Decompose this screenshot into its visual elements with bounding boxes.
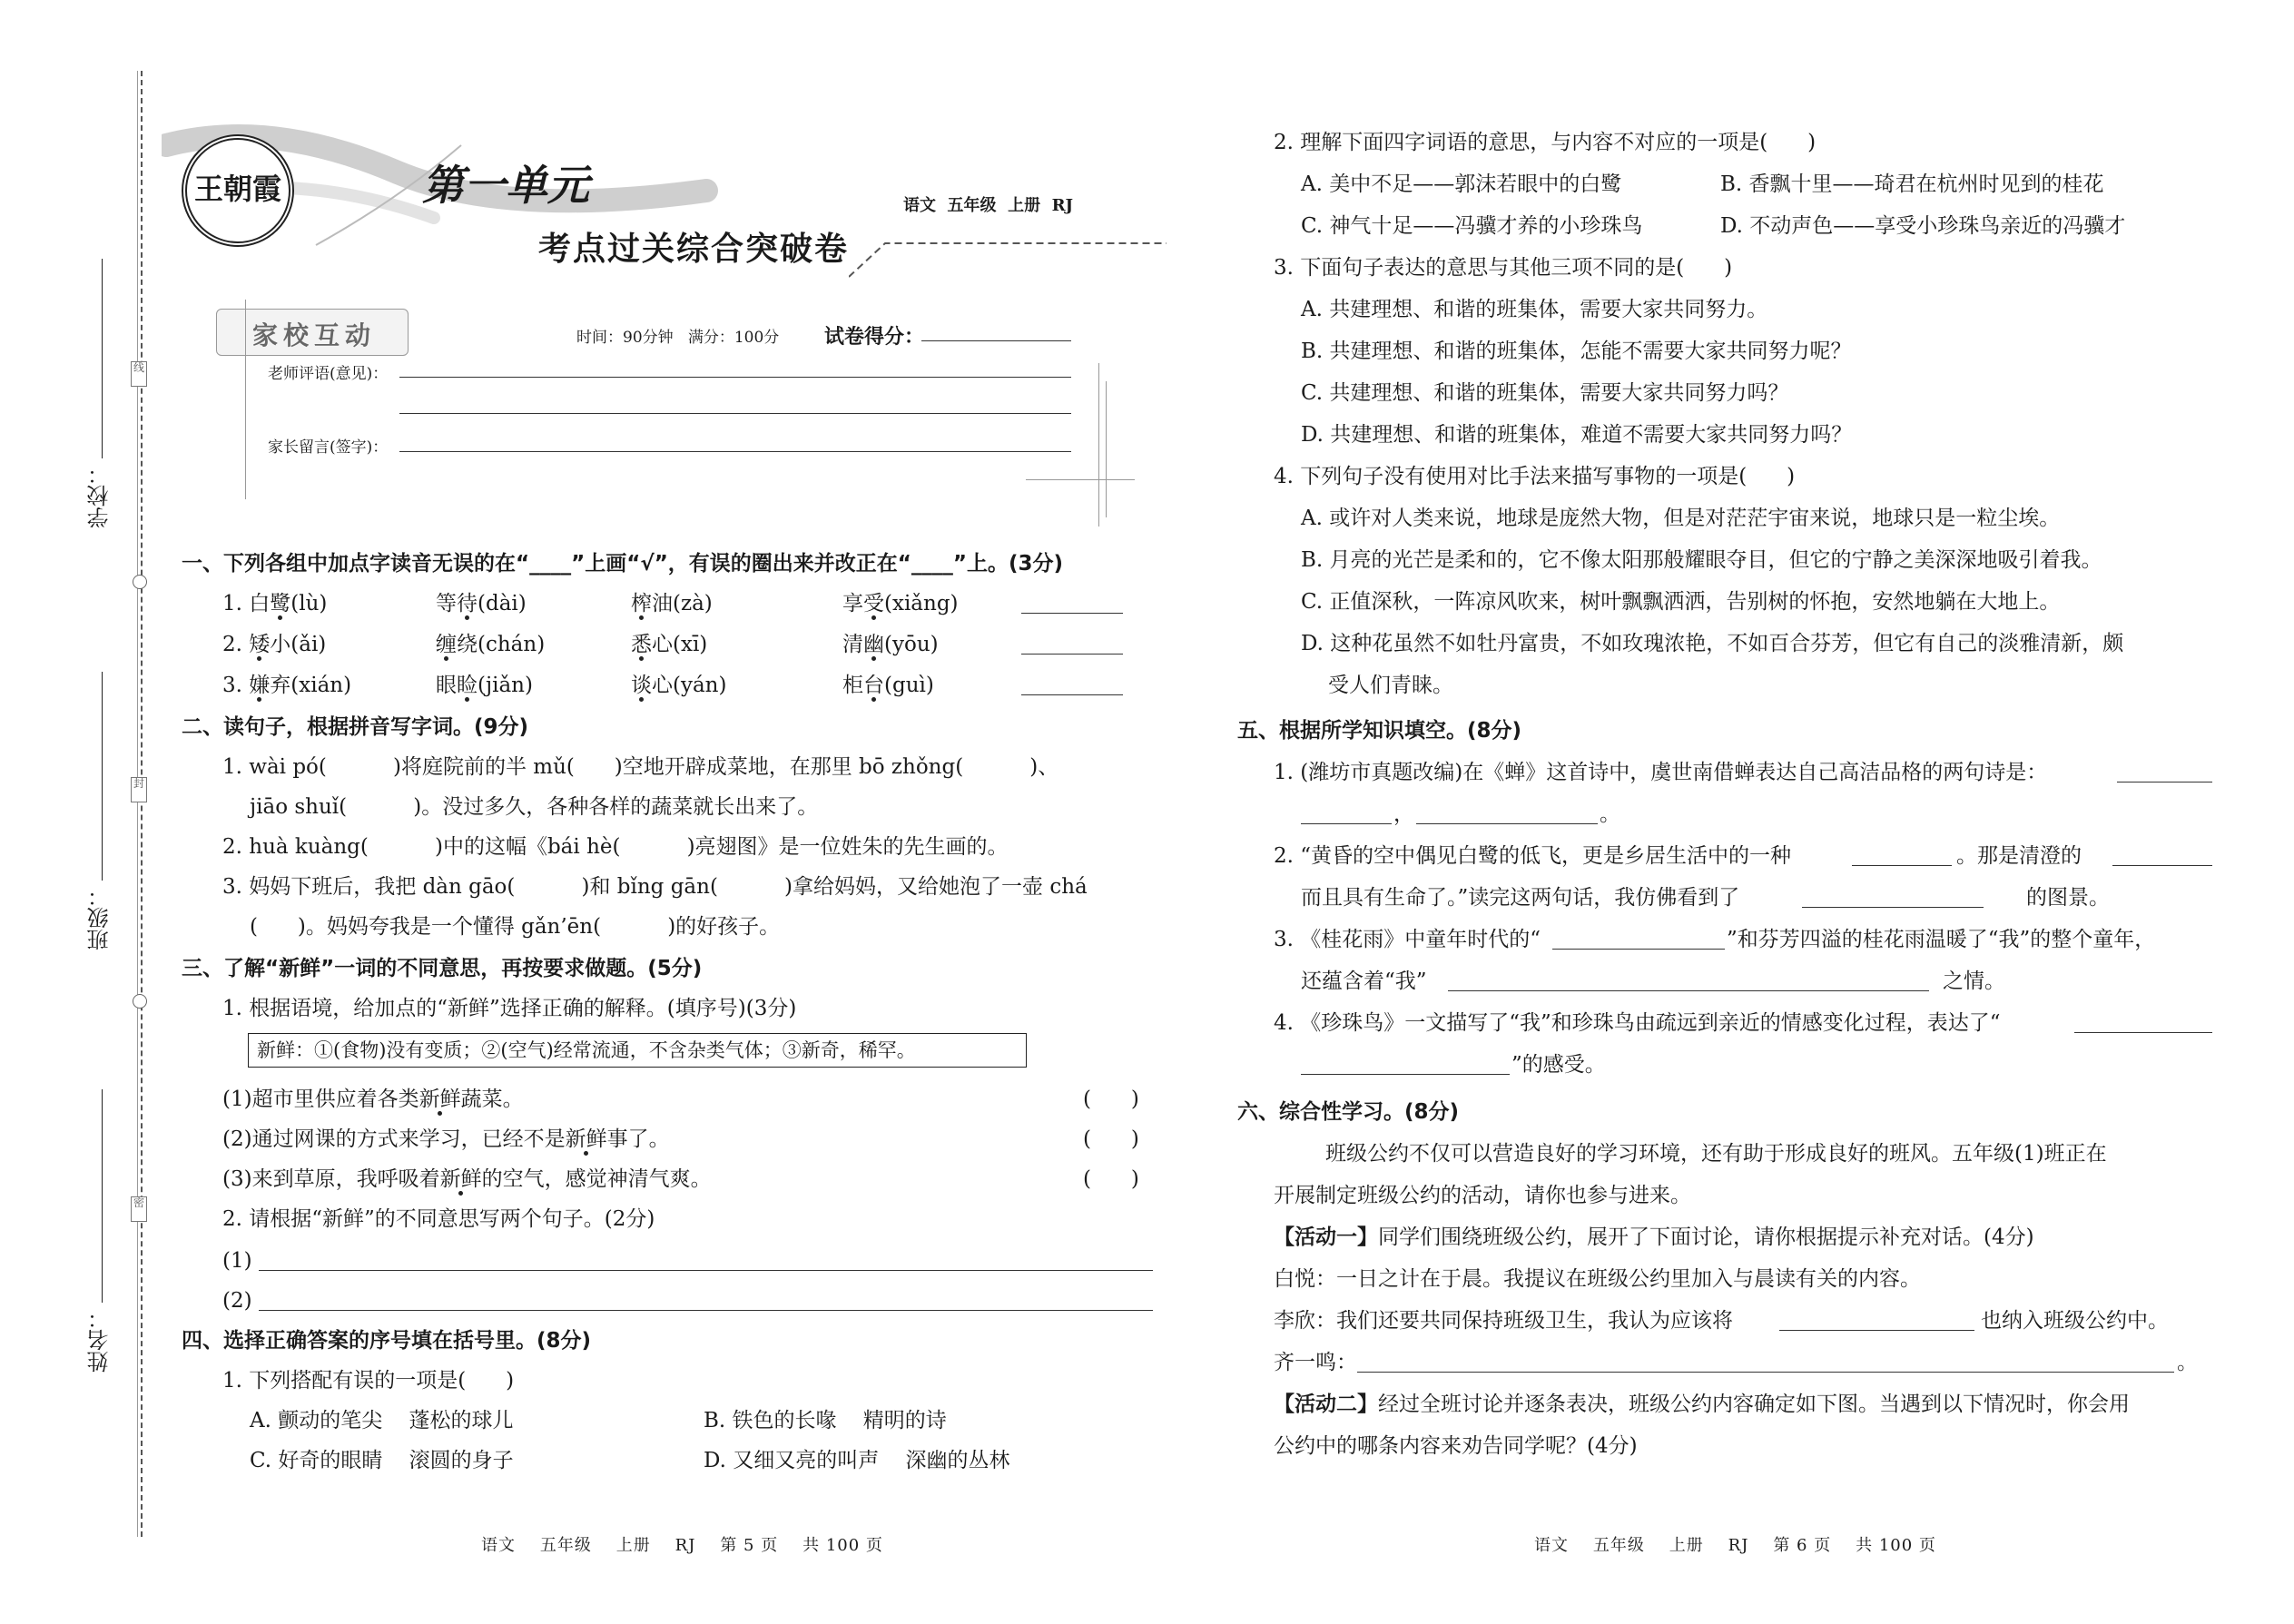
s5-l4-field-a[interactable] <box>2074 1032 2212 1033</box>
s5-l1-field-c[interactable] <box>1416 823 1598 824</box>
s1-row-2-c <box>631 631 707 658</box>
s5-l2b-end: 的图景。 <box>2026 886 2110 910</box>
s5-l3a: 3. 《桂花雨》中童年时代的“ <box>1274 928 1541 951</box>
r-q4-a[interactable]: A. 或许对人类来说，地球是庞然大物，但是对茫茫宇宙来说，地球只是一粒尘埃。 <box>1301 507 2061 530</box>
r-q3-a[interactable]: A. 共建理想、和谐的班集体，需要大家共同努力。 <box>1301 298 1768 321</box>
teacher-comment-field[interactable] <box>399 377 1071 378</box>
text: (2)通过网课的方式来学习，已经不是 <box>222 1127 566 1151</box>
s1-answer-3[interactable] <box>1021 694 1123 695</box>
s5-l4a: 4. 《珍珠鸟》一文描写了“我”和珍珠鸟由疏远到亲近的情感变化过程，表达了“ <box>1274 1011 2001 1035</box>
s2-line-3: 2. huà kuàng( )中的这幅《bái hè( )亮翅图》是一位姓朱的先生画的。 <box>222 835 1009 859</box>
r-q4-b[interactable]: B. 月亮的光芒是柔和的，它不像太阳那般耀眼夺目，但它的宁静之美深深地吸引着我。 <box>1301 548 2102 572</box>
s3-w2-field[interactable] <box>259 1310 1153 1311</box>
dot-char: 悉 <box>631 633 652 656</box>
s2-line-4: 3. 妈妈下班后，我把 dàn gāo( )和 bǐng gān( )拿给妈妈，又给她泡了一壶 chá <box>222 875 1088 899</box>
dot-char: 台 <box>863 674 884 697</box>
s6-d2-field[interactable] <box>1779 1330 1974 1331</box>
s1-row-1-c <box>631 590 713 617</box>
r-q4-d2: 受人们青睐。 <box>1328 674 1453 697</box>
s1-row-2-d <box>842 631 939 658</box>
s1-row-3 <box>222 672 351 699</box>
r-q3-b[interactable]: B. 共建理想、和谐的班集体，怎能不需要大家共同努力呢？ <box>1301 340 1852 363</box>
s1-row-1-b <box>436 590 527 617</box>
pinyin: (jiǎn) <box>478 674 533 697</box>
s6-d3: 齐一鸣： <box>1274 1351 1357 1374</box>
score-field[interactable] <box>921 340 1071 341</box>
dot-word: 新鲜 <box>418 1088 461 1111</box>
s1-row-1-d <box>842 590 959 617</box>
s3-item-2 <box>222 1126 670 1153</box>
binding-hole-icon <box>133 994 147 1009</box>
definition-text: 新鲜：①(食物)没有变质；②(空气)经常流通，不含杂类气体；③新奇，稀罕。 <box>257 1039 916 1061</box>
s6-d1: 白悦：一日之计在于晨。我提议在班级公约里加入与晨读有关的内容。 <box>1274 1267 1921 1291</box>
act1-tag: 【活动一】 <box>1274 1225 1378 1249</box>
s4-title: 四、选择正确答案的序号填在括号里。(8分) <box>182 1329 592 1353</box>
s3-w1-label: (1) <box>222 1249 252 1273</box>
s3-q1: 1. 根据语境，给加点的“新鲜”选择正确的解释。(填序号)(3分) <box>222 997 797 1020</box>
s5-l2b: 而且具有生命了。”读完这两句话，我仿佛看到了 <box>1301 886 1740 910</box>
s1-r1-num: 1. 白 <box>222 592 271 615</box>
char: 柜 <box>842 674 863 697</box>
teacher-comment-field-2[interactable] <box>399 413 1071 414</box>
header-tag: 语文 五年级 上册 RJ <box>903 196 1074 215</box>
s6-p1: 班级公约不仅可以营造良好的学习环境，还有助于形成良好的班风。五年级(1)班正在 <box>1325 1142 2107 1166</box>
s5-l4-field-b[interactable] <box>1301 1074 1510 1075</box>
s4-opt-c[interactable]: C. 好奇的眼睛 滚圆的身子 <box>250 1449 514 1472</box>
dot-char: 鹭 <box>270 592 291 615</box>
pinyin: (yōu) <box>884 633 939 656</box>
pinyin: 小(ǎi) <box>270 633 327 656</box>
teacher-comment-label: 老师评语(意见)： <box>268 365 389 383</box>
r-q4-c[interactable]: C. 正值深秋，一阵凉风吹来，树叶飘飘洒洒，告别树的怀抱，安然地躺在大地上。 <box>1301 590 2061 614</box>
s5-l2a: 2. “黄昏的空中偶见白鹭的低飞，更是乡居生活中的一种 <box>1274 844 1792 868</box>
s3-paren-3[interactable]: ( ) <box>1083 1167 1139 1191</box>
pinyin: (xiǎng) <box>884 592 959 615</box>
dot-char: 矮 <box>249 633 271 656</box>
s1-row-1 <box>222 590 327 617</box>
r-q4-d1[interactable]: D. 这种花虽然不如牡丹富贵，不如玫瑰浓艳，不如百合芬芳，但它有自己的淡雅清新，颇 <box>1301 632 2124 655</box>
s3-w1-field[interactable] <box>259 1270 1153 1271</box>
dot-char: 缠 <box>436 633 457 656</box>
dot-char: 睑 <box>457 674 478 697</box>
class-field[interactable] <box>102 672 103 881</box>
header-frame-b <box>1026 479 1135 480</box>
act1-text: 同学们围绕班级公约，展开了下面讨论，请你根据提示补充对话。(4分) <box>1378 1225 2034 1249</box>
num: 2. <box>222 633 250 656</box>
left-footer: 语文 五年级 上册 RJ 第 5 页 共 100 页 <box>481 1536 883 1555</box>
s5-l2-field-c[interactable] <box>1802 907 1984 908</box>
char: 享 <box>842 592 863 615</box>
s1-row-3-b <box>436 672 533 699</box>
s1-row-2-b <box>436 631 545 658</box>
home-school-label: 家校互动 <box>252 320 377 350</box>
s3-q2: 2. 请根据“新鲜”的不同意思写两个句子。(2分) <box>222 1207 655 1231</box>
s5-l1-end: 。 <box>1600 802 1620 826</box>
s3-item-1 <box>222 1086 524 1113</box>
r-q2-b[interactable]: B. 香飘十里——琦君在杭州时见到的桂花 <box>1720 172 2104 196</box>
s5-l4b-end: ”的感受。 <box>1511 1053 1606 1077</box>
logo-text: 王朝霞 <box>193 172 281 206</box>
dot-char: 榨 <box>631 592 652 615</box>
s1-row-2 <box>222 631 326 658</box>
pinyin: (lù) <box>290 592 328 615</box>
s5-title: 五、根据所学知识填空。(8分) <box>1237 719 1522 743</box>
seal-feng: 封 <box>131 777 147 802</box>
s6-p2: 开展制定班级公约的活动，请你也参与进来。 <box>1274 1184 1691 1207</box>
s6-act2 <box>1274 1391 2130 1418</box>
r-q3-c[interactable]: C. 共建理想、和谐的班集体，需要大家共同努力吗？ <box>1301 381 1789 405</box>
r-q3-d[interactable]: D. 共建理想、和谐的班集体，难道不需要大家共同努力吗？ <box>1301 423 1853 447</box>
s5-l2-field-a[interactable] <box>1852 865 1952 866</box>
s6-title: 六、综合性学习。(8分) <box>1237 1100 1460 1124</box>
pinyin: 油(zà) <box>652 592 713 615</box>
seal-mi: 密 <box>131 1196 147 1222</box>
class-label: 班级： <box>87 885 113 950</box>
r-q2-stem: 2. 理解下面四字词语的意思，与内容不对应的一项是( ) <box>1274 131 1816 154</box>
school-label: 学校： <box>87 463 113 528</box>
s1-row-3-c <box>631 672 726 699</box>
subtitle: 考点过关综合突破卷 <box>538 230 850 268</box>
s3-paren-2[interactable]: ( ) <box>1083 1127 1139 1151</box>
seal-xian: 线 <box>131 361 147 387</box>
s5-l1-sep: ， <box>1393 802 1414 826</box>
s6-d2b: 也纳入班级公约中。 <box>1981 1309 2169 1333</box>
r-q3-stem: 3. 下面句子表达的意思与其他三项不同的是( ) <box>1274 256 1733 280</box>
pinyin: 弃(xián) <box>270 674 352 697</box>
name-field[interactable] <box>102 1089 103 1303</box>
pinyin: (dài) <box>478 592 527 615</box>
s2-title: 二、读句子，根据拼音写字词。(9分) <box>182 715 529 739</box>
header-frame <box>245 300 246 499</box>
s3-item-3 <box>222 1166 712 1193</box>
header-frame-r <box>1098 363 1099 527</box>
s5-l1: 1. (潍坊市真题改编)在《蝉》这首诗中，虞世南借蝉表达自己高洁品格的两句诗是： <box>1274 761 2048 784</box>
s4-opt-a[interactable]: A. 颤动的笔尖 蓬松的球儿 <box>250 1409 514 1432</box>
pinyin: 心(yán) <box>652 674 727 697</box>
r-q2-d[interactable]: D. 不动声色——享受小珍珠鸟亲近的冯骥才 <box>1720 214 2126 238</box>
s2-line-1: 1. wài pó( )将庭院前的半 mǔ( )空地开辟成菜地，在那里 bō zhǒng( )、 <box>222 755 1059 779</box>
s5-l2a-mid: 。那是清澄的 <box>1956 844 2082 868</box>
s3-w2-label: (2) <box>222 1289 252 1313</box>
s6-act1 <box>1274 1224 2034 1251</box>
pinyin: (guì) <box>884 674 934 697</box>
text: 的空气，感觉神清气爽。 <box>481 1167 712 1191</box>
s6-d2a: 李欣：我们还要共同保持班级卫生，我认为应该将 <box>1274 1309 1733 1333</box>
header-zigzag <box>849 209 1176 281</box>
s4-opt-b[interactable]: B. 铁色的长喙 精明的诗 <box>704 1409 947 1432</box>
s5-l3a-end: ”和芬芳四溢的桂花雨温暖了“我”的整个童年， <box>1727 928 2156 951</box>
pinyin: 绕(chán) <box>457 633 546 656</box>
pinyin: 心(xī) <box>652 633 708 656</box>
dot-word: 新鲜 <box>439 1167 482 1191</box>
s3-paren-1[interactable]: ( ) <box>1083 1088 1139 1111</box>
dot-char: 谈 <box>631 674 652 697</box>
binding-fold-line <box>141 71 143 1537</box>
s5-l3-field-a[interactable] <box>1552 949 1725 950</box>
s6-act2b: 公约中的哪条内容来劝告同学呢？(4分) <box>1274 1434 1638 1458</box>
time-info: 时间：90分钟 满分：100分 <box>576 329 780 347</box>
s5-l1-field-b[interactable] <box>1301 823 1392 824</box>
num: 3. <box>222 674 250 697</box>
s4-q1: 1. 下列搭配有误的一项是( ) <box>222 1369 515 1393</box>
text: 事了。 <box>606 1127 670 1151</box>
score-label: 试卷得分： <box>824 325 925 349</box>
dot-char: 嫌 <box>249 674 271 697</box>
text: (1)超市里供应着各类 <box>222 1088 419 1111</box>
s6-d3-field[interactable] <box>1357 1372 2174 1373</box>
act2-tag: 【活动二】 <box>1274 1392 1378 1416</box>
s1-answer-2[interactable] <box>1021 654 1123 655</box>
dot-char: 待 <box>457 592 478 615</box>
unit-title: 第一单元 <box>422 161 589 210</box>
s5-l3b: 还蕴含着“我” <box>1301 969 1427 993</box>
parent-comment-field[interactable] <box>399 451 1071 452</box>
r-q4-stem: 4. 下列句子没有使用对比手法来描写事物的一项是( ) <box>1274 465 1796 488</box>
r-q2-a[interactable]: A. 美中不足——郭沫若眼中的白鹭 <box>1301 172 1622 196</box>
s5-l3b-end: 之情。 <box>1943 969 2005 993</box>
text: (3)来到草原，我呼吸着 <box>222 1167 440 1191</box>
char: 眼 <box>436 674 457 697</box>
s4-opt-d[interactable]: D. 又细又亮的叫声 深幽的丛林 <box>704 1449 1010 1472</box>
binding-solid-line <box>137 71 138 1537</box>
s1-title: 一、下列各组中加点字读音无误的在“____”上画“√”，有误的圈出来并改正在“____”上。(3分) <box>182 552 1064 576</box>
s2-line-5: ( )。妈妈夸我是一个懂得 gǎn’ēn( )的好孩子。 <box>250 915 781 939</box>
s3-title: 三、了解“新鲜”一词的不同意思，再按要求做题。(5分) <box>182 957 703 980</box>
s2-line-2: jiāo shuǐ( )。没过多久，各种各样的蔬菜就长出来了。 <box>250 795 819 819</box>
char: 清 <box>842 633 863 656</box>
s6-d3-end: 。 <box>2177 1351 2198 1374</box>
right-footer: 语文 五年级 上册 RJ 第 6 页 共 100 页 <box>1534 1536 1936 1555</box>
act2-text: 经过全班讨论并逐条表决，班级公约内容确定如下图。当遇到以下情况时，你会用 <box>1378 1393 2130 1416</box>
school-field[interactable] <box>102 259 103 458</box>
dot-char: 幽 <box>863 633 884 656</box>
dot-char: 受 <box>863 592 884 615</box>
header-frame-r2 <box>1106 381 1107 517</box>
name-label: 姓名： <box>87 1307 113 1373</box>
char: 等 <box>436 592 457 615</box>
text: 蔬菜。 <box>460 1088 524 1111</box>
s5-l2-field-b[interactable] <box>2112 865 2212 866</box>
dot-word: 新鲜 <box>565 1127 607 1151</box>
s1-row-3-d <box>842 672 934 699</box>
parent-comment-label: 家长留言(签字)： <box>268 438 389 457</box>
s5-l3-field-b[interactable] <box>1448 990 1929 991</box>
s1-answer-1[interactable] <box>1021 613 1123 614</box>
r-q2-c[interactable]: C. 神气十足——冯骥才养的小珍珠鸟 <box>1301 214 1643 238</box>
binding-hole-icon <box>133 575 147 589</box>
